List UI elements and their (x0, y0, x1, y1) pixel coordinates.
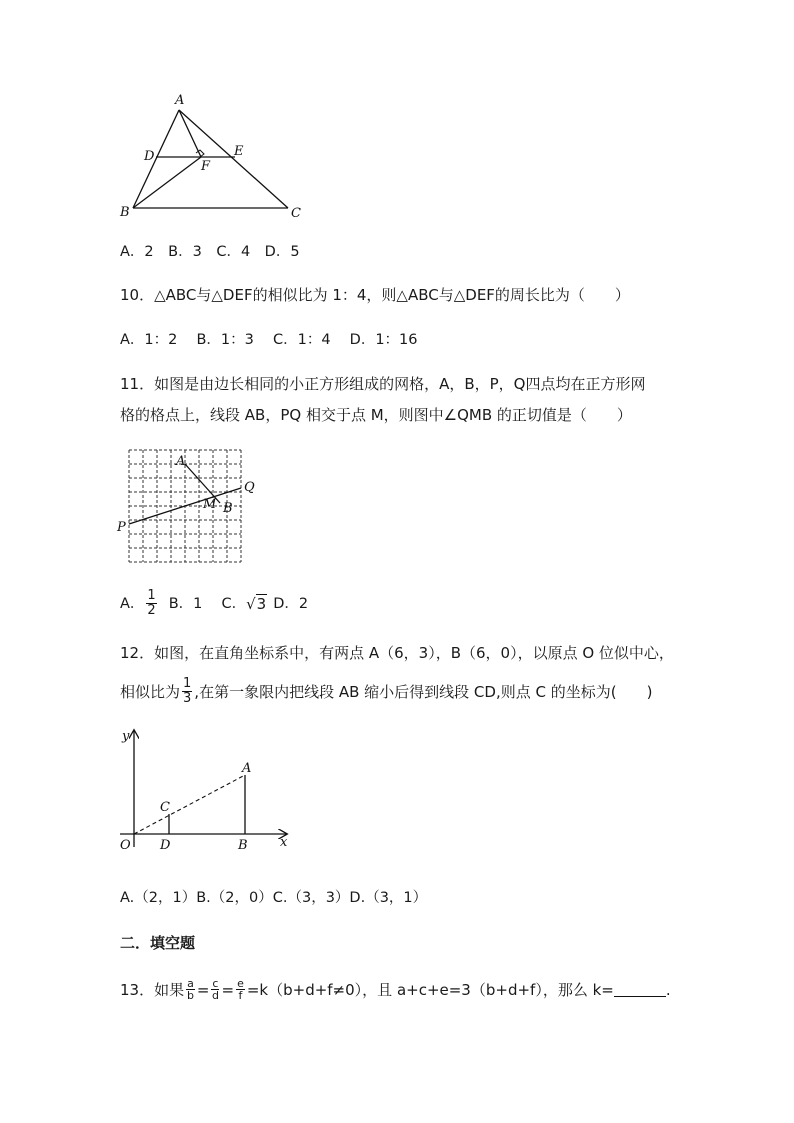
q11-opt-a: A． (120, 595, 145, 612)
q11-options (120, 589, 308, 618)
label-y: y (122, 729, 130, 744)
frac-num: 1 (183, 676, 192, 691)
coordinate-figure-q12 (110, 725, 300, 855)
section-fill-in-blank-title: 二．填空题 (120, 934, 196, 952)
label-b: B (223, 501, 233, 516)
q12-line2 (120, 677, 652, 706)
label-b: B (120, 205, 130, 220)
label-c: C (291, 206, 301, 221)
frac-den: 2 (147, 603, 156, 618)
segment-bf (133, 157, 201, 208)
frac-num: 1 (147, 588, 156, 603)
q11-line2: 格的格点上，线段 AB，PQ 相交于点 M，则图中∠QMB 的正切值是（ ） (120, 406, 632, 424)
dashed-oa (134, 775, 245, 834)
q13-text (120, 978, 671, 1001)
q13-end: . (665, 980, 671, 999)
q12-options: A.（2，1）B.（2，0）C.（3，3）D.（3，1） (120, 890, 428, 906)
fraction-e-f (236, 978, 245, 1001)
q9-options: A．2 B．3 C．4 D．5 (120, 244, 300, 260)
label-o: O (120, 838, 131, 853)
label-x: x (280, 835, 288, 850)
q13-mid: =k（b+d+f≠0），且 a+c+e=3（b+d+f），那么 k= (246, 980, 614, 999)
frac-den: d (211, 989, 219, 1002)
fraction-a-b (186, 978, 195, 1001)
label-e: E (234, 144, 244, 159)
fraction-one-half (146, 589, 156, 618)
label-c: C (160, 800, 170, 815)
q13-pre: 13．如果 (120, 980, 185, 999)
side-ac (179, 110, 288, 208)
sqrt-symbol: √ (246, 594, 256, 613)
frac-den: f (238, 989, 243, 1002)
q11-opt-b-c: B．1 C． (168, 595, 247, 612)
segment-af (179, 110, 201, 157)
q13-eq1: = (196, 980, 210, 999)
q10-text: 10．△ABC与△DEF的相似比为 1：4，则△ABC与△DEF的周长比为（ ） (120, 286, 630, 304)
label-p: P (117, 520, 126, 535)
q10-options: A．1：2 B．1：3 C．1：4 D．1：16 (120, 332, 418, 348)
side-ab (133, 110, 179, 208)
q11-opt-d: D．2 (273, 595, 309, 612)
fraction-one-third (182, 677, 192, 706)
fraction-c-d (211, 978, 219, 1001)
q12-line2-post: ,在第一象限内把线段 AB 缩小后得到线段 CD,则点 C 的坐标为( ) (194, 682, 653, 701)
label-b: B (238, 838, 248, 853)
label-m: M (203, 497, 217, 512)
sqrt-radicand: 3 (256, 594, 267, 613)
triangle-figure-q9 (110, 90, 320, 225)
frac-den: 3 (183, 691, 192, 706)
q13-eq2: = (221, 980, 235, 999)
frac-den: b (186, 989, 194, 1002)
label-a: A (242, 761, 252, 776)
label-d: D (144, 149, 155, 164)
label-d: D (160, 838, 171, 853)
q11-line1: 11．如图是由边长相同的小正方形组成的网格，A，B，P，Q四点均在正方形网 (120, 375, 646, 393)
answer-blank[interactable] (614, 982, 666, 997)
label-a: A (176, 454, 186, 469)
frac-num: a (187, 977, 194, 990)
label-a: A (175, 93, 185, 108)
label-f: F (201, 159, 211, 174)
grid-figure-q11 (110, 440, 270, 570)
label-q: Q (244, 480, 255, 495)
q12-line1: 12．如图，在直角坐标系中，有两点 A（6，3），B（6，0），以原点 O 位似中心， (120, 644, 674, 662)
q12-line2-pre: 相似比为 (120, 682, 181, 701)
frac-num: e (237, 977, 244, 990)
frac-num: c (212, 977, 219, 990)
sqrt-three (246, 594, 267, 614)
